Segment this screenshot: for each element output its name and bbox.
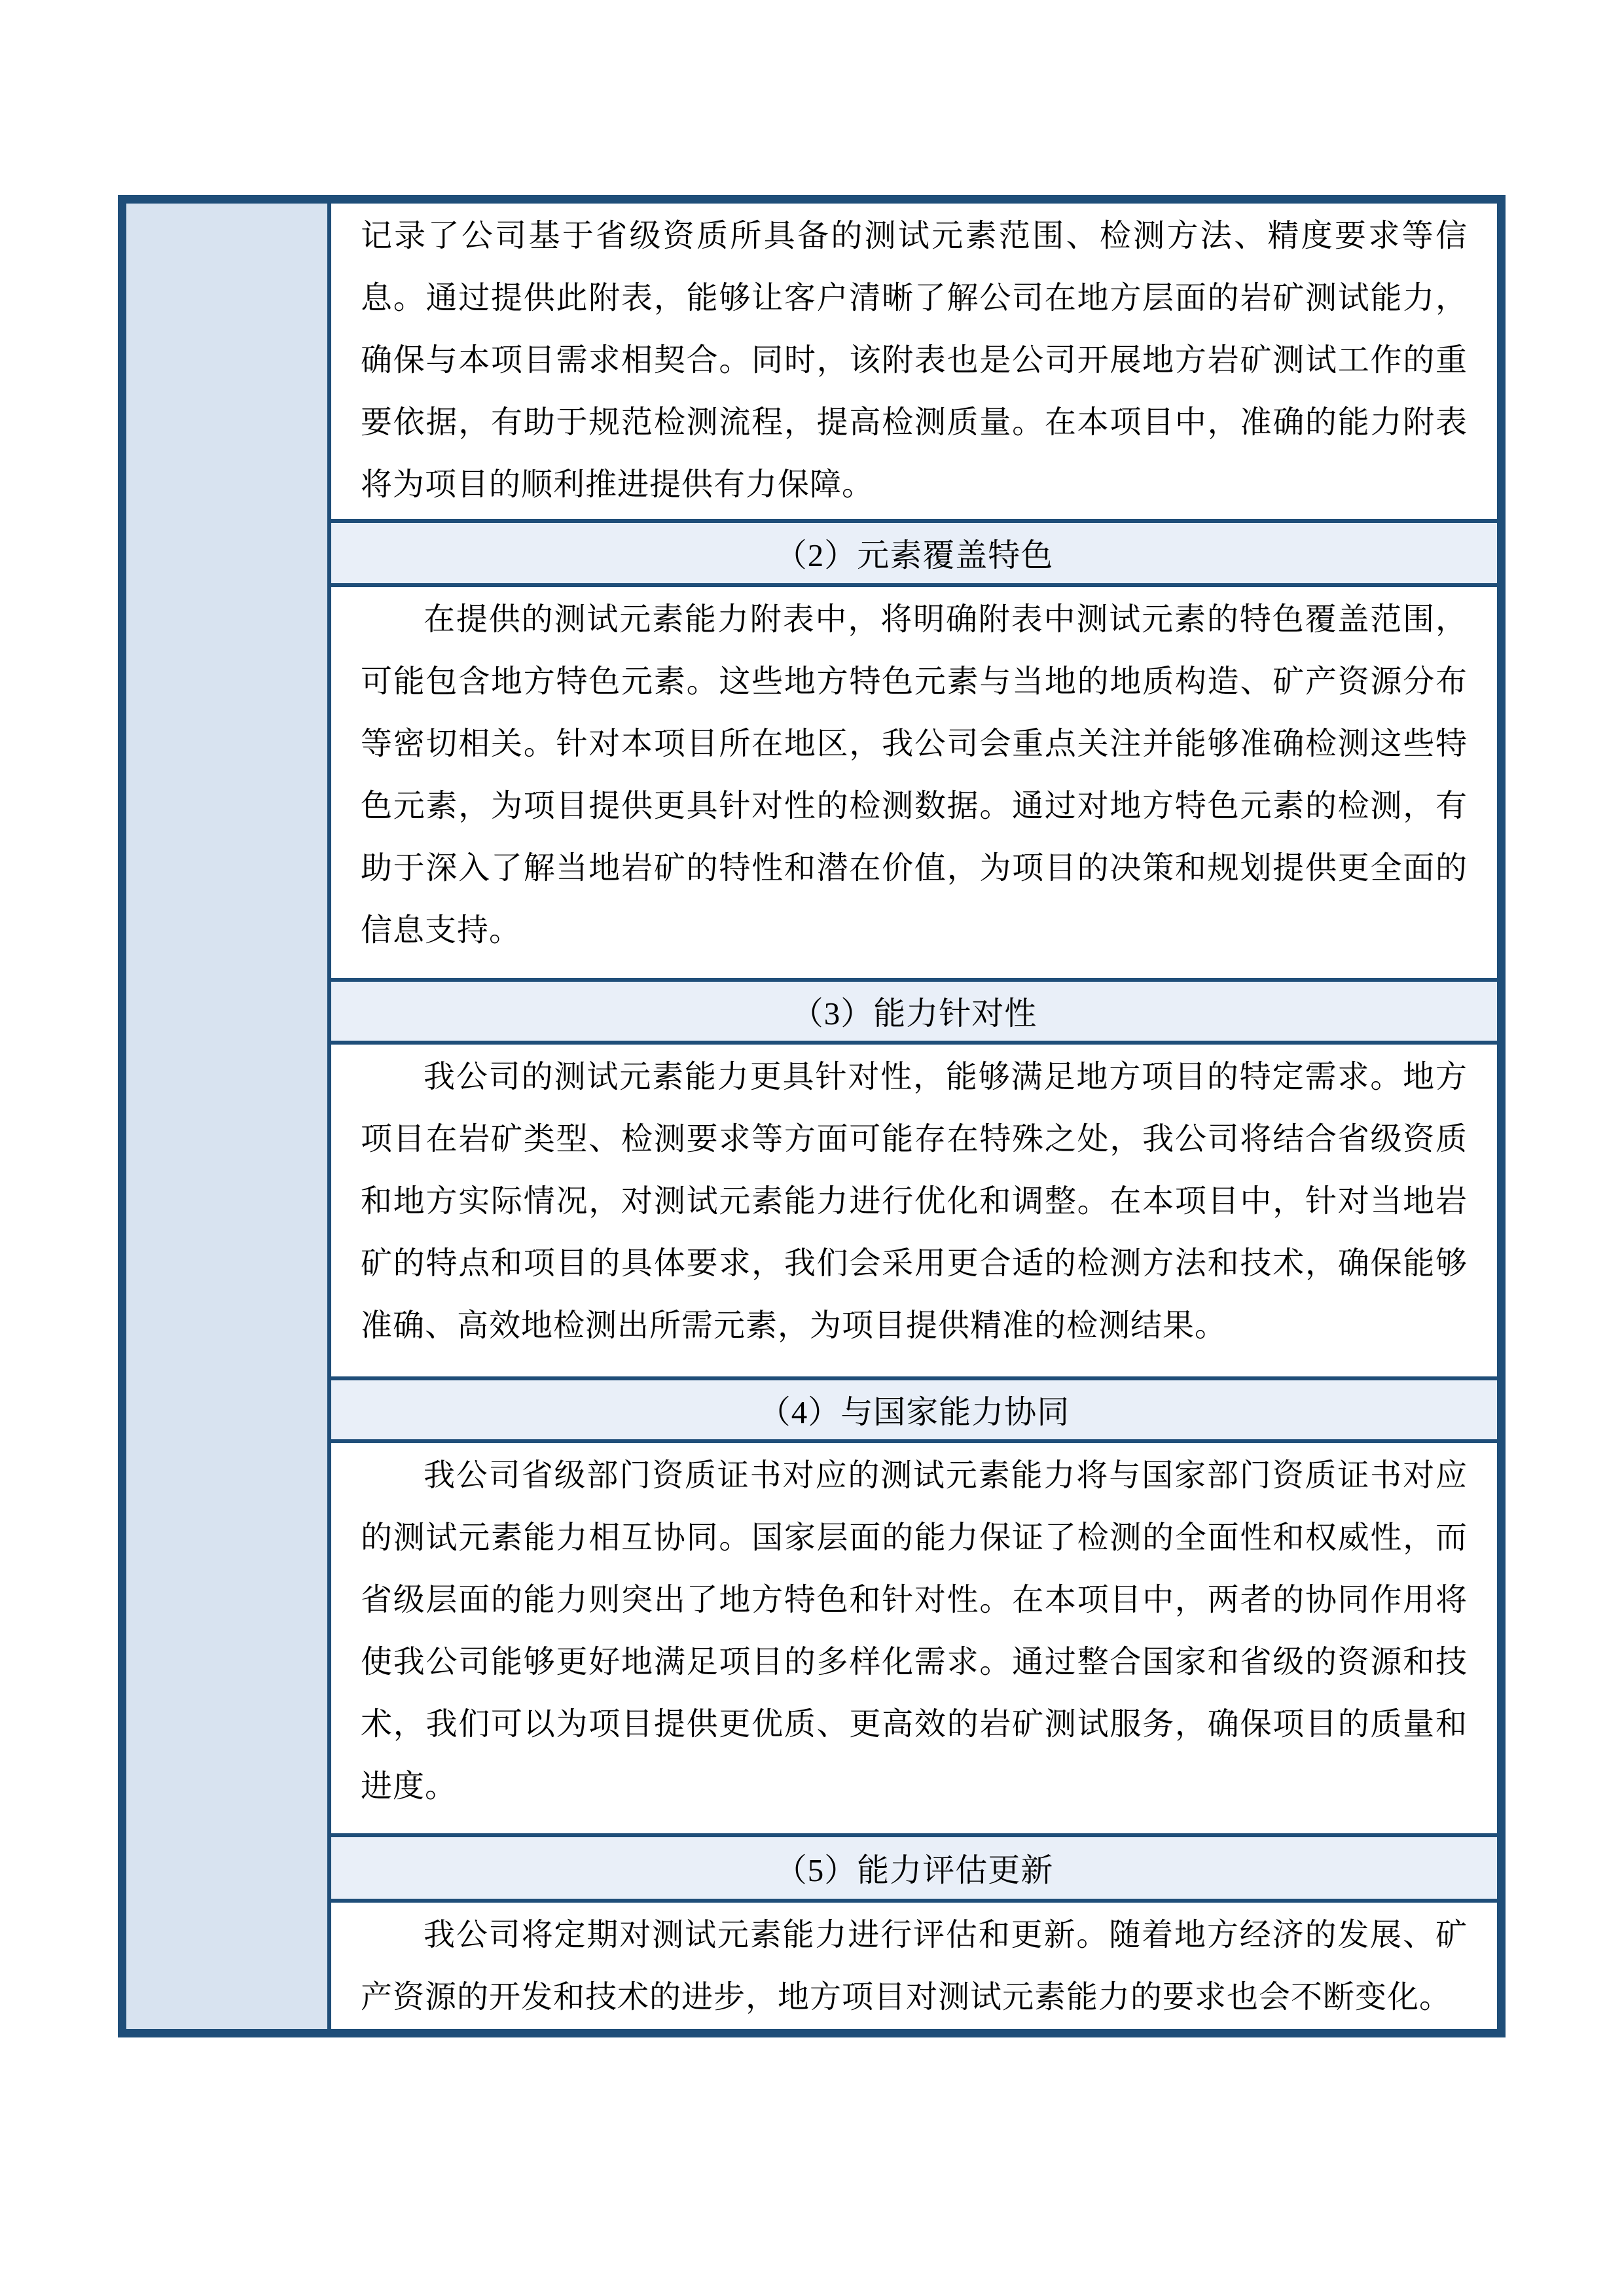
section-header-2 bbox=[331, 519, 1497, 583]
paragraph-text: 我公司省级部门资质证书对应的测试元素能力将与国家部门资质证书对应的测试元素能力相互协同。国家层面的能力保证了检测的全面性和权威性，而省级层面的能力则突出了地方特色和针对性。在本项目中，两者的协同作用将使我公司能够更好地满足项目的多样化需求。通过整合国家和省级的资源和技术，我们可以为项目提供更优质、更高效的岩矿测试服务，确保项目的质量和进度。 bbox=[361, 1458, 1468, 1804]
body-paragraph-national-synergy bbox=[331, 1439, 1497, 1833]
section-header-text: （5）能力评估更新 bbox=[774, 1852, 1054, 1888]
paragraph-text: 在提供的测试元素能力附表中，将明确附表中测试元素的特色覆盖范围，可能包含地方特色元素。这些地方特色元素与当地的地质构造、矿产资源分布等密切相关。针对本项目所在地区，我公司会重点关注并能够准确检测这些特色元素，为项目提供更具针对性的检测数据。通过对地方特色元素的检测，有助于深入了解当地岩矿的特性和潜在价值，为项目的决策和规划提供更全面的信息支持。 bbox=[361, 602, 1468, 948]
section-header-text: （3）能力针对性 bbox=[791, 996, 1038, 1031]
capability-table bbox=[118, 195, 1506, 2037]
body-paragraph-capability-targeting bbox=[331, 1041, 1497, 1376]
paragraph-text: 我公司将定期对测试元素能力进行评估和更新。随着地方经济的发展、矿产资源的开发和技术的进步，地方项目对测试元素能力的要求也会不断变化。 bbox=[361, 1918, 1468, 2015]
table-content-column bbox=[327, 204, 1497, 2029]
section-header-5 bbox=[331, 1833, 1497, 1899]
body-paragraph-continuation bbox=[331, 204, 1497, 519]
section-header-4 bbox=[331, 1376, 1497, 1439]
section-header-3 bbox=[331, 978, 1497, 1041]
paragraph-text: 我公司的测试元素能力更具针对性，能够满足地方项目的特定需求。地方项目在岩矿类型、检测要求等方面可能存在特殊之处，我公司将结合省级资质和地方实际情况，对测试元素能力进行优化和调整。在本项目中，针对当地岩矿的特点和项目的具体要求，我们会采用更合适的检测方法和技术，确保能够准确、高效地检测出所需元素，为项目提供精准的检测结果。 bbox=[361, 1060, 1468, 1343]
body-paragraph-capability-update bbox=[331, 1899, 1497, 2029]
table-sidebar-cell bbox=[126, 204, 327, 2029]
section-header-text: （2）元素覆盖特色 bbox=[774, 537, 1054, 573]
paragraph-text: 记录了公司基于省级资质所具备的测试元素范围、检测方法、精度要求等信息。通过提供此附表，能够让客户清晰了解公司在地方层面的岩矿测试能力，确保与本项目需求相契合。同时，该附表也是公司开展地方岩矿测试工作的重要依据，有助于规范检测流程，提高检测质量。在本项目中，准确的能力附表将为项目的顺利推进提供有力保障。 bbox=[361, 219, 1468, 502]
body-paragraph-element-coverage bbox=[331, 583, 1497, 978]
section-header-text: （4）与国家能力协同 bbox=[758, 1394, 1070, 1430]
